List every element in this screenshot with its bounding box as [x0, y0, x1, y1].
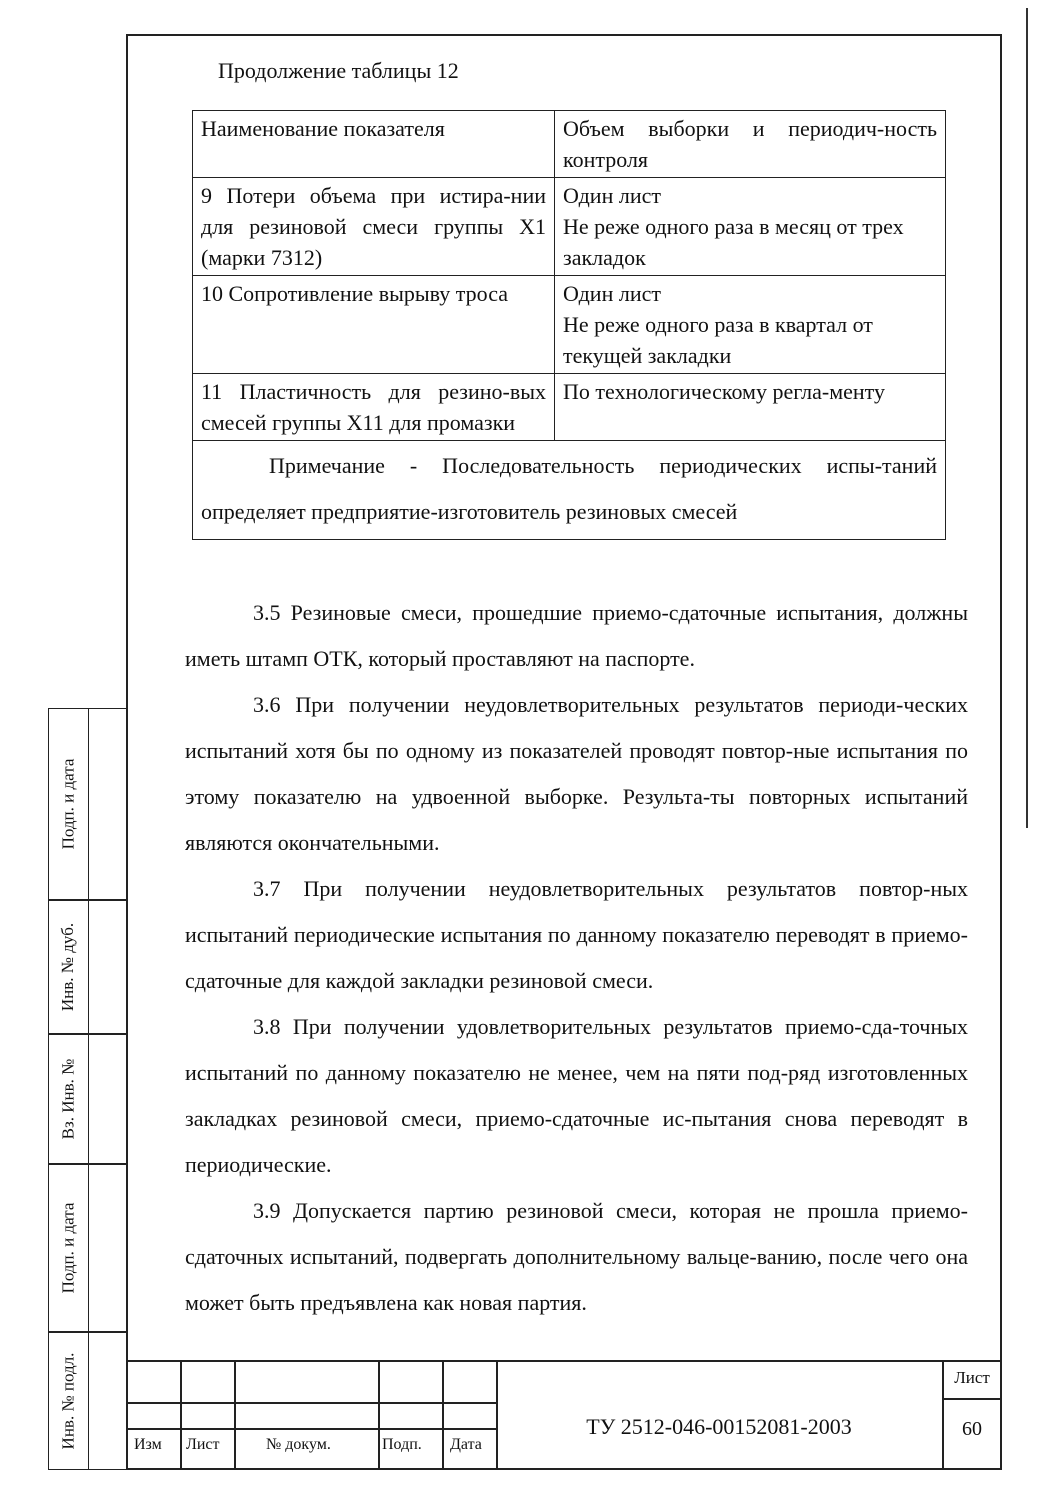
table-cell: 10 Сопротивление вырыву троса	[193, 276, 555, 374]
table-cell: 9 Потери объема при истира-нии для резиновой смеси группы Х1 (марки 7312)	[193, 178, 555, 276]
izm-label: Изм	[134, 1436, 162, 1453]
side-label: Подп. и дата	[58, 758, 78, 850]
side-stamp-inv-podl	[48, 1332, 126, 1470]
data-label: Дата	[450, 1436, 482, 1453]
paragraph: 3.6 При получении неудовлетворительных результатов периоди-ческих испытаний хотя бы по одному из показателей проводят повтор-ные испытания по этому показателю на удвоенной выборке. Результа-ты повторных испытаний являются окончательными.	[185, 692, 968, 855]
list-label: Лист	[186, 1436, 220, 1453]
table-cell: Один лист Не реже одного раза в квартал от текущей закладки	[555, 276, 946, 374]
table-note: Примечание - Последовательность периодических испы-таний определяет предприятие-изготовитель резиновых смесей	[193, 441, 946, 540]
paragraph: 3.9 Допускается партию резиновой смеси, которая не прошла приемо-сдаточных испытаний, подвергать дополнительному вальце-ванию, после чего она может быть предъявлена как новая партия.	[185, 1198, 968, 1315]
paragraph: 3.8 При получении удовлетворительных результатов приемо-сда-точных испытаний по данному показателю не менее, чем на пяти под-ряд изготовленных закладках резиновой смеси, приемо-сдаточные ис-пытания снова переводят в периодические.	[185, 1014, 968, 1177]
n-dokum-label: № докум.	[266, 1436, 331, 1453]
sheet-number: 60	[962, 1418, 982, 1440]
paragraph: 3.7 При получении неудовлетворительных результатов повтор-ных испытаний периодические испытания по данному показателю переводят в приемо-сдаточные для каждой закладки резиновой смеси.	[185, 876, 968, 993]
paragraph: 3.5 Резиновые смеси, прошедшие приемо-сдаточные испытания, должны иметь штамп ОТК, который проставляют на паспорте.	[185, 600, 968, 671]
margin-rule	[1026, 8, 1028, 828]
table-row	[193, 276, 946, 374]
table-cell: Один лист Не реже одного раза в месяц от трех закладок	[555, 178, 946, 276]
document-designation: ТУ 2512-046-00152081-2003	[586, 1414, 852, 1439]
side-stamp-podp-data-top	[48, 708, 126, 900]
table-row	[193, 374, 946, 441]
side-stamp-vz-inv	[48, 1034, 126, 1164]
table-cell: 11 Пластичность для резино-вых смесей группы Х11 для промазки	[193, 374, 555, 441]
table-caption: Продолжение таблицы 12	[218, 58, 459, 83]
side-label: Инв. № дуб.	[58, 922, 78, 1012]
podp-label: Подп.	[382, 1436, 422, 1453]
side-label: Инв. № подл.	[58, 1352, 78, 1450]
header-cell: Объем выборки и периодич-ность контроля	[555, 111, 946, 178]
side-stamp-inv-dubl	[48, 900, 126, 1034]
table-header-row	[193, 111, 946, 178]
sheet-label: Лист	[954, 1368, 990, 1387]
side-label: Подп. и дата	[58, 1202, 78, 1294]
body-text	[185, 590, 968, 1326]
table-row	[193, 178, 946, 276]
side-label: Вз. Инв. №	[58, 1058, 78, 1140]
table-note-row	[193, 441, 946, 540]
header-cell: Наименование показателя	[193, 111, 555, 178]
side-stamp-podp-data-bottom	[48, 1164, 126, 1332]
indicator-table	[192, 110, 946, 540]
table-cell: По технологическому регла-менту	[555, 374, 946, 441]
